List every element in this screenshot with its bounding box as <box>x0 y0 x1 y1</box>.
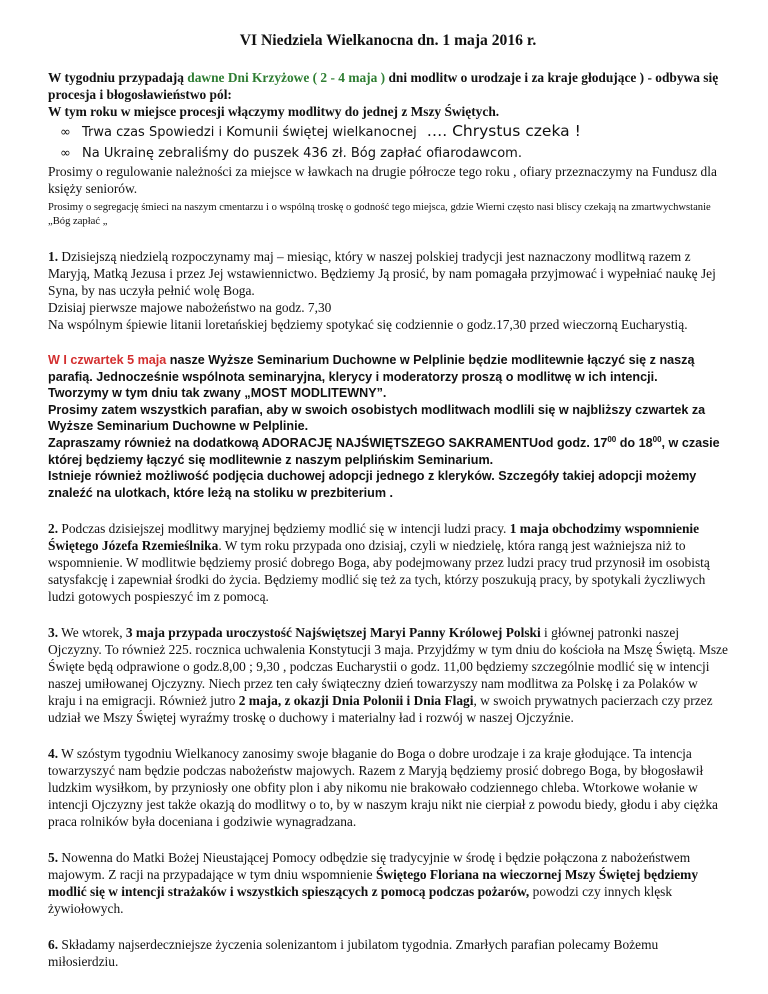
infinity-bullet-icon: ∞ <box>60 125 71 140</box>
announcement-3: 3. We wtorek, 3 maja przypada uroczystość Najświętszej Maryi Panny Królowej Polski i głównej patronki naszej Ojczyzny. To również 225. rocznica uchwalenia Konstytucji 3 maja. Przyjdźmy w tym dniu do kościoła na Mszę Świętą. Msze Święte będą odprawione o godz.8,00 ; 9,30 , podczas Eucharystii o godz. 11,00 będziemy szczególnie modlić się w intencji naszej umiłowanej Ojczyzny. Niech przez ten cały świąteczny dzień towarzyszy nam modlitwa za Polskę i za Polaków w kraju i na emigracji. Również jutro 2 maja, z okazji Dnia Polonii i Dnia Flagi, w swoich prywatnych pacierzach czy przez udział we Mszy Świętej wyraźmy troskę o duchowy i materialny ład i rozwój w naszej Ojczyźnie. <box>48 625 728 726</box>
pew-fees-notice: Prosimy o regulowanie należności za miejsce w ławkach na drugie półrocze tego roku , ofiary przeznaczymy na Fundusz dla księży seniorów. <box>48 164 717 196</box>
announcement-2: 2. Podczas dzisiejszej modlitwy maryjnej będziemy modlić się w intencji ludzi pracy. 1 maja obchodzimy wspomnienie Świętego Józefa Rzemieślnika. W tym roku przypada ono dzisiaj, czyli w niedzielę, która rangą jest ważniejsza niż to wspomnienie. W modlitwie będziemy prosić dobrego Boga, aby podejmowany przez ludzi pracy trud przynosił im osobistą satysfakcję i zapewniał środki do życia. Będziemy modlić się też za tych, którzy poszukują pracy, by spotykali życzliwych ludzi gotowych pospieszyć im z pomocą. <box>48 521 710 605</box>
bullet-confession: ∞ Trwa czas Spowiedzi i Komunii świętej wielkanocnej …. Chrystus czeka ! <box>60 122 581 140</box>
page-title: VI Niedziela Wielkanocna dn. 1 maja 2016 r. <box>239 32 537 49</box>
rogation-days-highlight: dawne Dni Krzyżowe ( 2 - 4 maja ) <box>187 70 386 85</box>
procession-note: W tym roku w miejsce procesji włączymy modlitwy do jednej z Mszy Świętych. <box>48 104 500 119</box>
intro-paragraph: W tygodniu przypadają dawne Dni Krzyżowe ( 2 - 4 maja ) dni modlitw o urodzaje i za kraje głodujące ) - odbywa się procesja i błogosławieństwo pól: W tym roku w miejsce procesji włączymy modlitwy do jednej z Mszy Świętych. <box>48 70 719 119</box>
bullet-ukraine-collection: ∞ Na Ukrainę zebraliśmy do puszek 436 zł. Bóg zapłać ofiarodawcom. <box>60 146 522 161</box>
cemetery-notice: Prosimy o segregację śmieci na naszym cmentarzu i o wspólną troskę o godność tego miejsca, gdzie Wierni często nasi bliscy czekają na zmartwychwstanie „Bóg zapłać „ <box>48 202 711 227</box>
first-thursday-highlight: W I czwartek 5 maja <box>48 353 167 367</box>
announcement-5: 5. Nowenna do Matki Bożej Nieustającej Pomocy odbędzie się tradycyjnie w środę i będzie połączona z nabożeństwem majowym. Z racji na przypadające w tym dniu wspomnienie Świętego Floriana na wieczornej Mszy Świętej będziemy modlić się w intencji strażaków i wszystkich spieszących z pomocą podczas pożarów, powodzi czy innych klęsk żywiołowych. <box>48 850 699 917</box>
infinity-bullet-icon: ∞ <box>60 146 71 161</box>
announcement-6: 6. Składamy najserdeczniejsze życzenia solenizantom i jubilatom tygodnia. Zmarłych parafian polecamy Bożemu miłosierdziu. <box>48 937 659 970</box>
announcement-4: 4. W szóstym tygodniu Wielkanocy zanosimy swoje błaganie do Boga o dobre urodzaje i za kraje głodujące. Ta intencja towarzyszyć nam będzie podczas nabożeństw majowych. Razem z Maryją będziemy prosić dobrego Boga, by błogosławił ludzkim wysiłkom, by przyniosły one obfity plon i aby nikomu nie brakowało codziennego chleba. Wtorkowe wołanie w intencji Ojczyzny jest także okazją do modlitwy o to, by w naszym kraju nikt nie cierpiał z powodu biedy, głodu i aby ciężka praca rolników była doceniana i godziwie wynagradzana. <box>48 746 718 830</box>
bulletin-page <box>48 32 728 970</box>
christ-waits-text: …. Chrystus czeka ! <box>426 122 581 140</box>
announcement-1: 1. Dzisiejszą niedzielą rozpoczynamy maj – miesiąc, który w naszej polskiej tradycji jest naznaczony modlitwą razem z Maryją, Matką Jezusa i przez Jej wstawiennictwo. Będziemy Ją prosić, by nam pomagała przyjmować i wypełniać naukę Jej Syna, by nas uczyła pełnić wolę Boga. Dzisiaj pierwsze majowe nabożeństwo na godz. 7,30 Na wspólnym śpiewie litanii loretańskiej będziemy spotykać się codziennie o godz.17,30 przed wieczorną Eucharystią. <box>48 249 716 332</box>
seminary-announcement: W I czwartek 5 maja nasze Wyższe Seminarium Duchowne w Pelplinie będzie modlitewnie łączyć się z naszą parafią. Jednocześnie wspólnota seminaryjna, klerycy i moderatorzy proszą o modlitwę w ich intencji. Tworzymy w tym dniu tak zwany „MOST MODLITEWNY”. Prosimy zatem wszystkich parafian, aby w swoich osobistych modlitwach modlili się w najbliższy czwartek za Wyższe Seminarium Duchowne w Pelplinie. Zapraszamy również na dodatkową ADORACJĘ NAJŚWIĘTSZEGO SAKRAMENTUod godz. $17^{00}$ do $18^{00}$, w czasie której będziemy łączyć się modlitewnie z naszym pelplińskim Seminarium. Istnieje również możliwość podjęcia duchowej adopcji jednego z kleryków. Szczegóły takiej adopcji możemy znaleźć na ulotkach, które leżą na stoliku w prezbiterium . <box>48 353 720 500</box>
